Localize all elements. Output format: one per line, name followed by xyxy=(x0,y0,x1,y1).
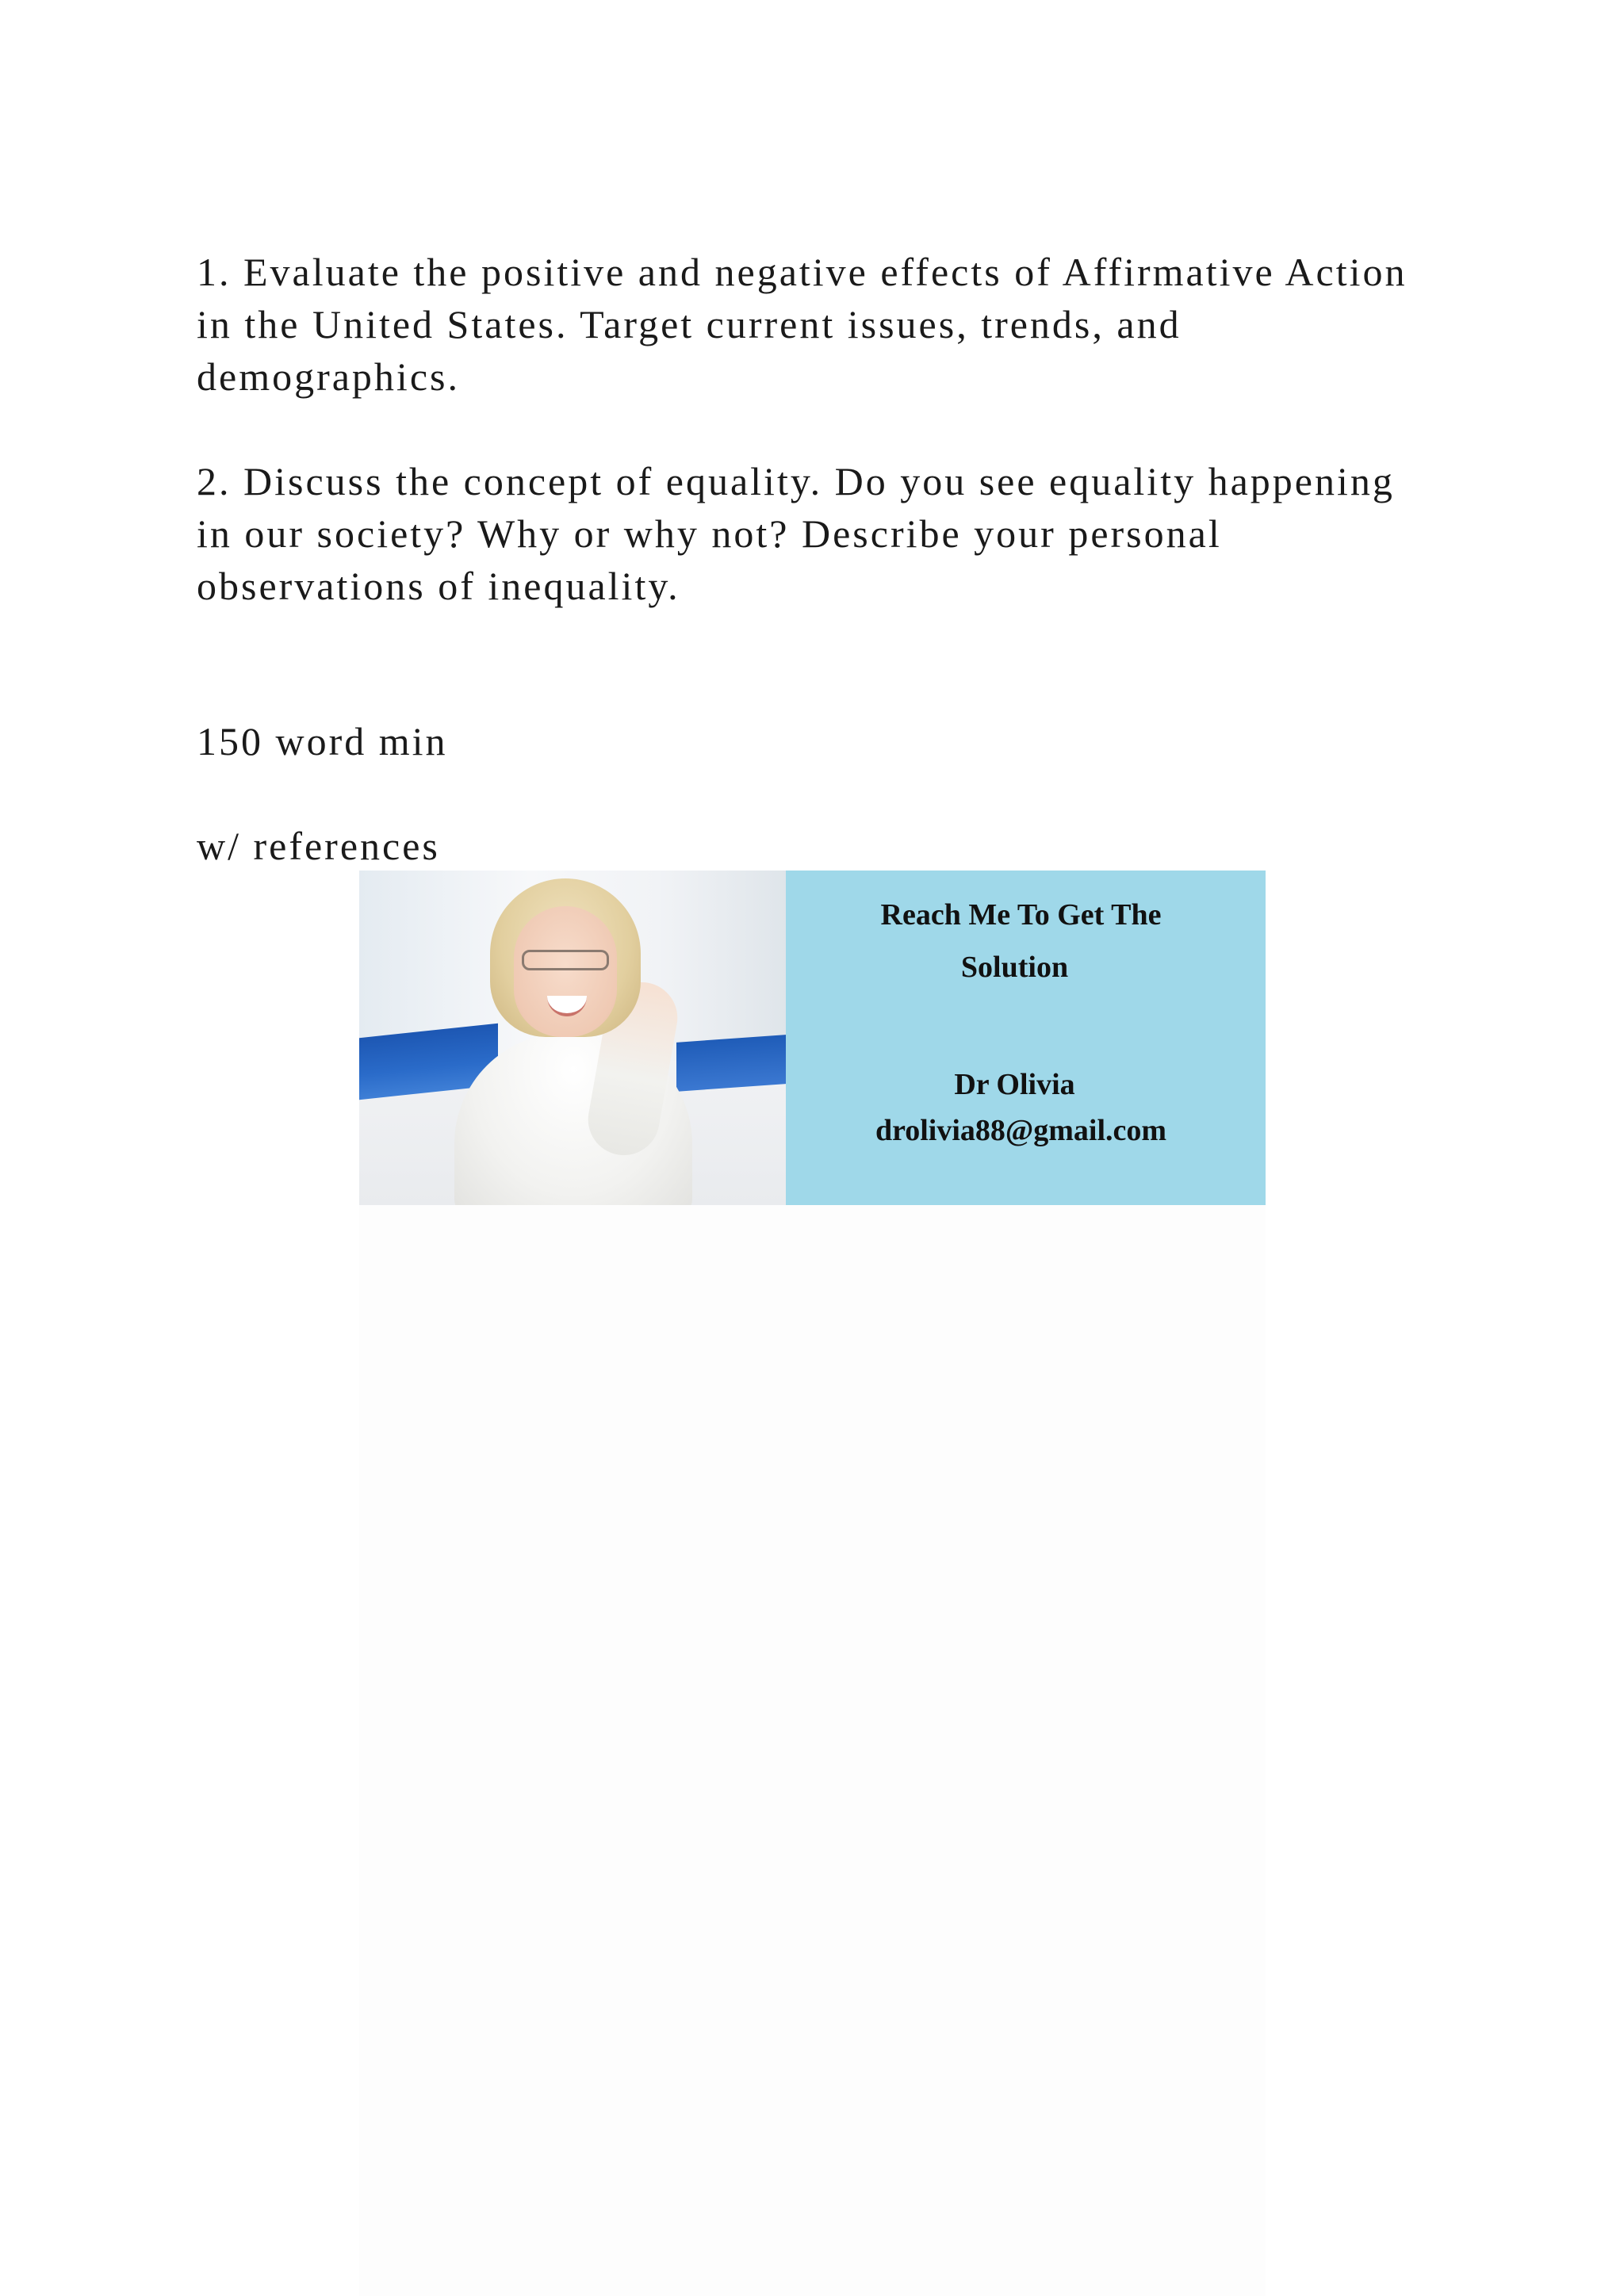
banner-title-line-1: Reach Me To Get The xyxy=(880,898,1162,932)
question-1: 1. Evaluate the positive and negative effects of Affirmative Action in the United States. Target current issues, trends, and demographics. xyxy=(197,250,1408,399)
photo-person-face xyxy=(514,906,617,1037)
contact-name: Dr Olivia xyxy=(954,1068,1075,1101)
contact-banner xyxy=(359,871,1266,1205)
photo-blue-chair-right xyxy=(676,1035,786,1092)
question-2: 2. Discuss the concept of equality. Do you see equality happening in our society? Why or why not? Describe your personal observations of inequality. xyxy=(197,459,1395,608)
references-requirement: w/ references xyxy=(197,824,440,868)
contact-info-panel xyxy=(786,871,1266,1205)
contact-email: drolivia88@gmail.com xyxy=(875,1114,1167,1147)
image-background-panel xyxy=(359,1205,1266,2296)
assignment-text xyxy=(197,246,1434,872)
word-count-requirement: 150 word min xyxy=(197,719,448,763)
photo-person-glasses xyxy=(522,950,609,970)
woman-photo xyxy=(359,871,786,1205)
banner-title-line-2: Solution xyxy=(960,951,1069,984)
